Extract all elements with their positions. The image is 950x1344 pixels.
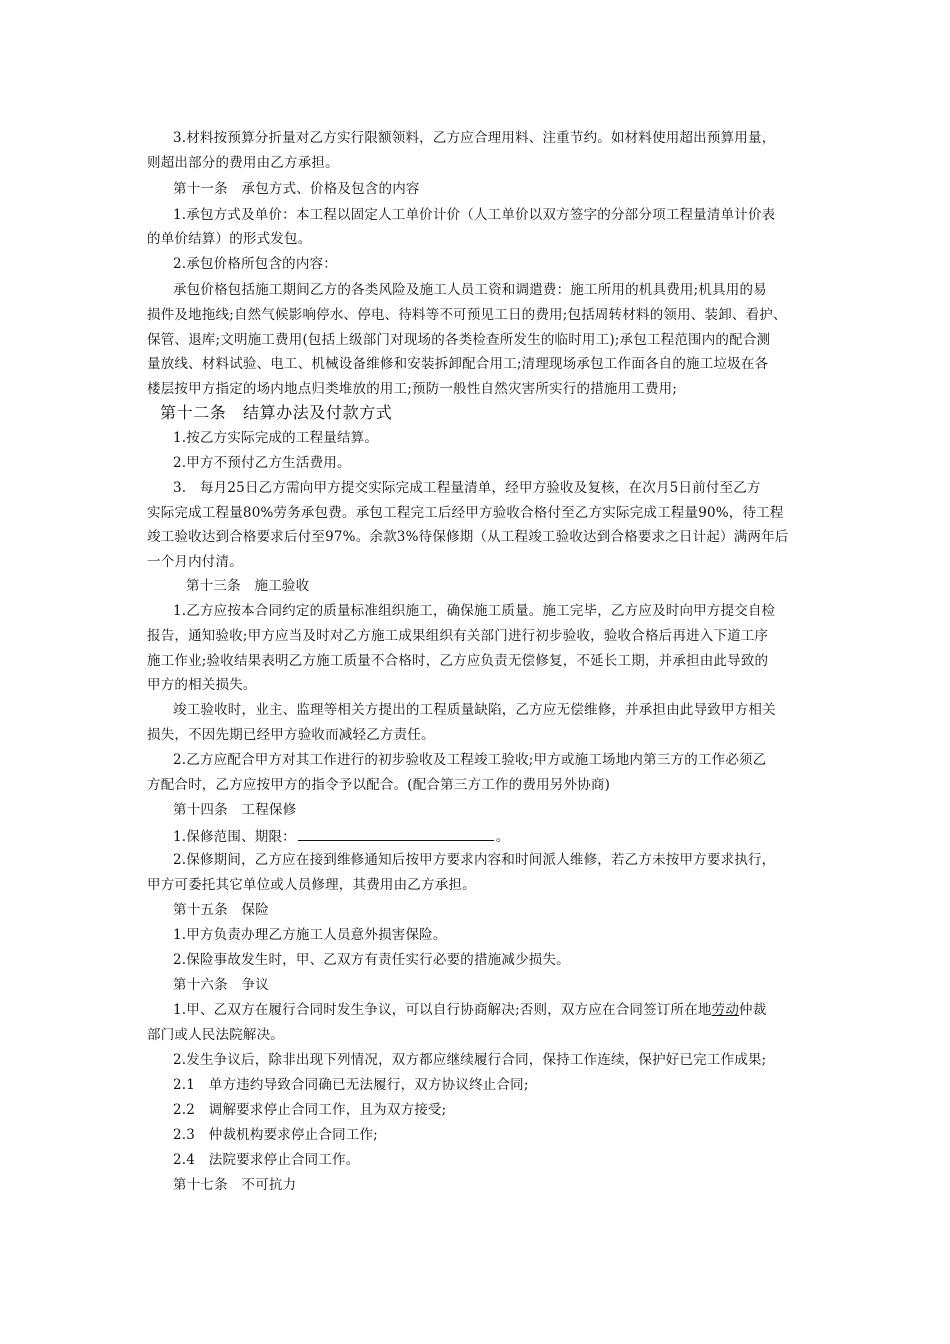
paragraph-line: 1.承包方式及单价：本工程以固定人工单价计价（人工单价以双方签字的分部分项工程量清单计价表 (173, 207, 776, 223)
dispute-text-end: 仲裁 (739, 1002, 767, 1018)
paragraph-line: 承包价格包括施工期间乙方的各类风险及施工人员工资和调遣费：施工所用的机具费用;机具用的易 (173, 282, 767, 298)
paragraph-line: 施工作业;验收结果表明乙方施工质量不合格时，乙方应负责无偿修复，不延长工期，并承担由此导致的 (147, 653, 769, 669)
paragraph-line: 损件及地拖线;自然气候影响停水、停电、待料等不可预见工日的费用;包括周转材料的领用、装卸、看护、 (147, 307, 787, 323)
section-heading-16: 第十六条 争议 (173, 977, 269, 993)
paragraph-line: 则超出部分的费用由乙方承担。 (147, 155, 339, 171)
paragraph-line: 楼层按甲方指定的场内地点归类堆放的用工;预防一般性自然灾害所实行的措施用工费用; (147, 381, 678, 397)
warranty-scope-label: 1.保修范围、期限： (173, 829, 296, 845)
list-item: 2.1 单方违约导致合同确已无法履行，双方协议终止合同; (173, 1077, 529, 1093)
paragraph-line: 损失，不因先期已经甲方验收而减轻乙方责任。 (147, 727, 435, 743)
paragraph-line: 3. 每月25日乙方需向甲方提交实际完成工程量清单，经甲方验收及复核，在次月5日前付至乙方 (173, 480, 761, 496)
section-heading-14: 第十四条 工程保修 (173, 802, 297, 818)
paragraph-line: 甲方的相关损失。 (147, 677, 257, 693)
paragraph-line: 2.发生争议后，除非出现下列情况，双方都应继续履行合同，保持工作连续，保护好已完工作成果; (173, 1052, 767, 1068)
paragraph-line: 甲方可委托其它单位或人员修理，其费用由乙方承担。 (147, 877, 476, 893)
paragraph-line: 1.甲方负责办理乙方施工人员意外损害保险。 (173, 927, 447, 943)
paragraph-line: 2.保修期间，乙方应在接到维修通知后按甲方要求内容和时间派人维修，若乙方未按甲方要求执行， (173, 852, 776, 868)
list-item: 2.2 调解要求停止合同工作，且为双方接受; (173, 1102, 447, 1118)
dispute-text: 1.甲、乙双方在履行合同时发生争议，可以自行协商解决;否则，双方应在合同签订所在地 (173, 1002, 712, 1018)
section-heading-13: 第十三条 施工验收 (186, 578, 310, 594)
paragraph-line: 的单价结算）的形式发包。 (147, 231, 312, 247)
paragraph-line: 2.乙方应配合甲方对其工作进行的初步验收及工程竣工验收;甲方或施工场地内第三方的工作必须乙 (173, 752, 767, 768)
paragraph-line: 方配合时，乙方应按甲方的指令予以配合。(配合第三方工作的费用另外协商) (147, 777, 611, 793)
list-item: 2.3 仲裁机构要求停止合同工作; (173, 1127, 378, 1143)
paragraph-line: 3.材料按预算分折量对乙方实行限额领料，乙方应合理用料、注重节约。如材料使用超出预算用量， (173, 130, 776, 146)
section-heading-12: 第十二条 结算办法及付款方式 (160, 403, 393, 422)
paragraph-line: 量放线、材料试验、电工、机械设备维修和安装拆卸配合用工;清理现场承包工作面各自的施工垃圾在各 (147, 356, 769, 372)
warranty-scope-end: 。 (495, 829, 510, 845)
list-item: 2.4 法院要求停止合同工作。 (173, 1152, 360, 1168)
paragraph-line: 保管、退库;文明施工费用(包括上级部门对现场的各类检查所发生的临时用工);承包工程范围内的配合测 (147, 332, 771, 348)
paragraph-line: 竣工验收达到合格要求后付至97%。余款3%待保修期（从工程竣工验收达到合格要求之日计起）满两年后 (147, 529, 789, 545)
paragraph-line: 实际完成工程量80%劳务承包费。承包工程完工后经甲方验收合格付至乙方实际完成工程量90%，待工程 (147, 505, 784, 521)
warranty-scope-blank (298, 826, 494, 841)
paragraph-line: 2.甲方不预付乙方生活费用。 (173, 455, 351, 471)
paragraph-line: 报告，通知验收;甲方应当及时对乙方施工成果组织有关部门进行初步验收，验收合格后再进入下道工序 (147, 628, 769, 644)
paragraph-line: 竣工验收时，业主、监理等相关方提出的工程质量缺陷，乙方应无偿维修，并承担由此导致甲方相关 (173, 702, 776, 718)
paragraph-line: 部门或人民法院解决。 (147, 1027, 284, 1043)
paragraph-line: 2.保险事故发生时，甲、乙双方有责任实行必要的措施减少损失。 (173, 952, 570, 968)
paragraph-line: 一个月内付清。 (147, 554, 243, 570)
dispute-line (173, 1001, 766, 1019)
section-heading-11: 第十一条 承包方式、价格及包含的内容 (173, 181, 420, 197)
section-heading-17: 第十七条 不可抗力 (173, 1177, 297, 1193)
paragraph-line: 1.按乙方实际完成的工程量结算。 (173, 430, 379, 446)
section-heading-15: 第十五条 保险 (173, 902, 269, 918)
warranty-scope-line (173, 826, 510, 846)
paragraph-line: 1.乙方应按本合同约定的质量标准组织施工，确保施工质量。施工完毕，乙方应及时向甲方提交自检 (173, 603, 776, 619)
labor-link[interactable]: 劳动 (711, 1002, 740, 1018)
paragraph-line: 2.承包价格所包含的内容： (173, 256, 337, 272)
